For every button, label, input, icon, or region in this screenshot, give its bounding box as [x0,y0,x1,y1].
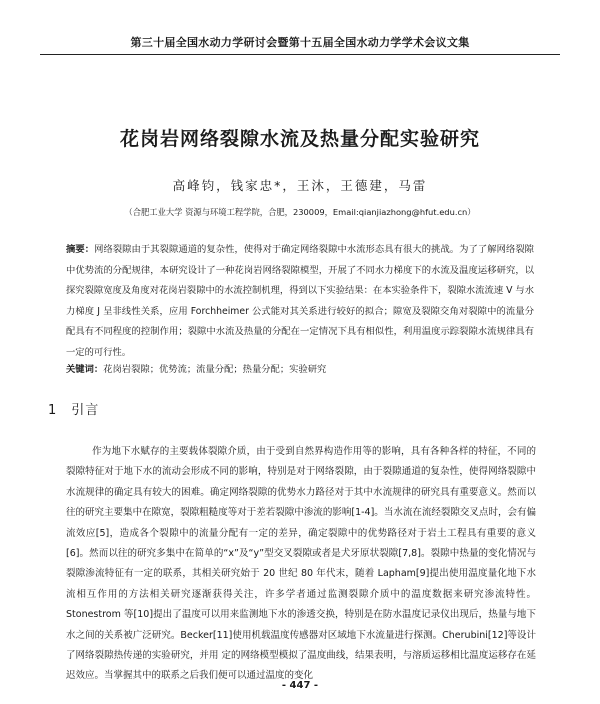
section-number: 1 [48,403,58,418]
paper-title: 花岗岩网络裂隙水流及热量分配实验研究 [119,128,480,150]
intro-paragraph-text: 作为地下水赋存的主要载体裂隙介质，由于受到自然界构造作用等的影响，具有各种各样的特征，不同的裂隙特征对于地下水的流动会形成不同的影响，特别是对于网络裂隙，由于裂隙通道的复杂性，使得网络裂隙中水流规律的确定具有较大的困难。确定网络裂隙的优势水力路径对于其中水流规律的研究具有重要意义。然而以往的研究主要集中在隙宽，裂隙粗糙度等对于差若裂隙中渗流的影响[1-4]。当水流在流经裂隙交叉点时，会有偏流效应[5]，造成各个裂隙中的流量分配有一定的差异，确定裂隙中的优势路径对于岩土工程具有重要的意义[6]。然而以往的研究多集中在简单的“x”及“y”型交叉裂隙或者是犬牙原状裂隙[7,8]。裂隙中热量的变化情况与裂隙渗流特征有一定的联系，其相关研究始于 20 世纪 80 年代末，随着 Lapham[9]提出使用温度量化地下水流相互作用的方法相关研究逐渐获得关注，许多学者通过监测裂隙介质中的温度数据来研究渗流特性。Stonestrom 等[10]提出了温度可以用来监测地下水的渗透交换，特别是在防水温度记录仪出现后，热量与地下水之间的关系被广泛研究。Becker[11]使用机载温度传感器对区域地下水流量进行探测。Cherubini[12]等设计了网络裂隙热传递的实验研究，并用 定的网络模型模拟了温度曲线，结果表明，与溶质运移相比温度运移存在延迟效应。当掌握其中的联系之后我们便可以通过温度的变化 [66,446,536,682]
abstract [66,240,534,363]
abstract-label: 摘要： [66,244,95,255]
page-number: - 447 - [281,680,319,691]
paper-affiliation: （合肥工业大学 资源与环境工程学院，合肥，230009，Email:qianjiazhong@hfut.edu.cn） [124,207,476,217]
keywords-text: 花岗岩裂隙；优势流；流量分配；热量分配；实验研究 [103,364,327,375]
paper-authors: 高峰钧，钱家忠*，王沐，王德建，马雷 [172,178,428,193]
section-title: 引言 [71,403,100,418]
section-heading-introduction [48,399,99,418]
keywords [66,363,534,377]
intro-paragraph [66,442,536,687]
header-rule [40,54,560,55]
keywords-label: 关键词： [66,364,104,375]
abstract-text: 网络裂隙由于其裂隙通道的复杂性，使得对于确定网络裂隙中水流形态具有很大的挑战。为了了解网络裂隙中优势流的分配规律，本研究设计了一种花岗岩网络裂隙模型，开展了不同水力梯度下的水流及温度运移研究，以探究裂隙宽度及角度对花岗岩裂隙中的水流控制机理，得到以下实验结果：在本实验条件下，裂隙水流流速 V 与水力梯度 J 呈非线性关系，应用 Forchheimer 公式能对其关系进行较好的拟合；隙宽及裂隙交角对裂隙中的流量分配具有不同程度的控制作用；裂隙中水流及热量的分配在一定情况下具有相似性，利用温度示踪裂隙水流规律具有一定的可行性。 [66,244,534,358]
running-header: 第三十届全国水动力学研讨会暨第十五届全国水动力学学术会议文集 [130,36,470,49]
